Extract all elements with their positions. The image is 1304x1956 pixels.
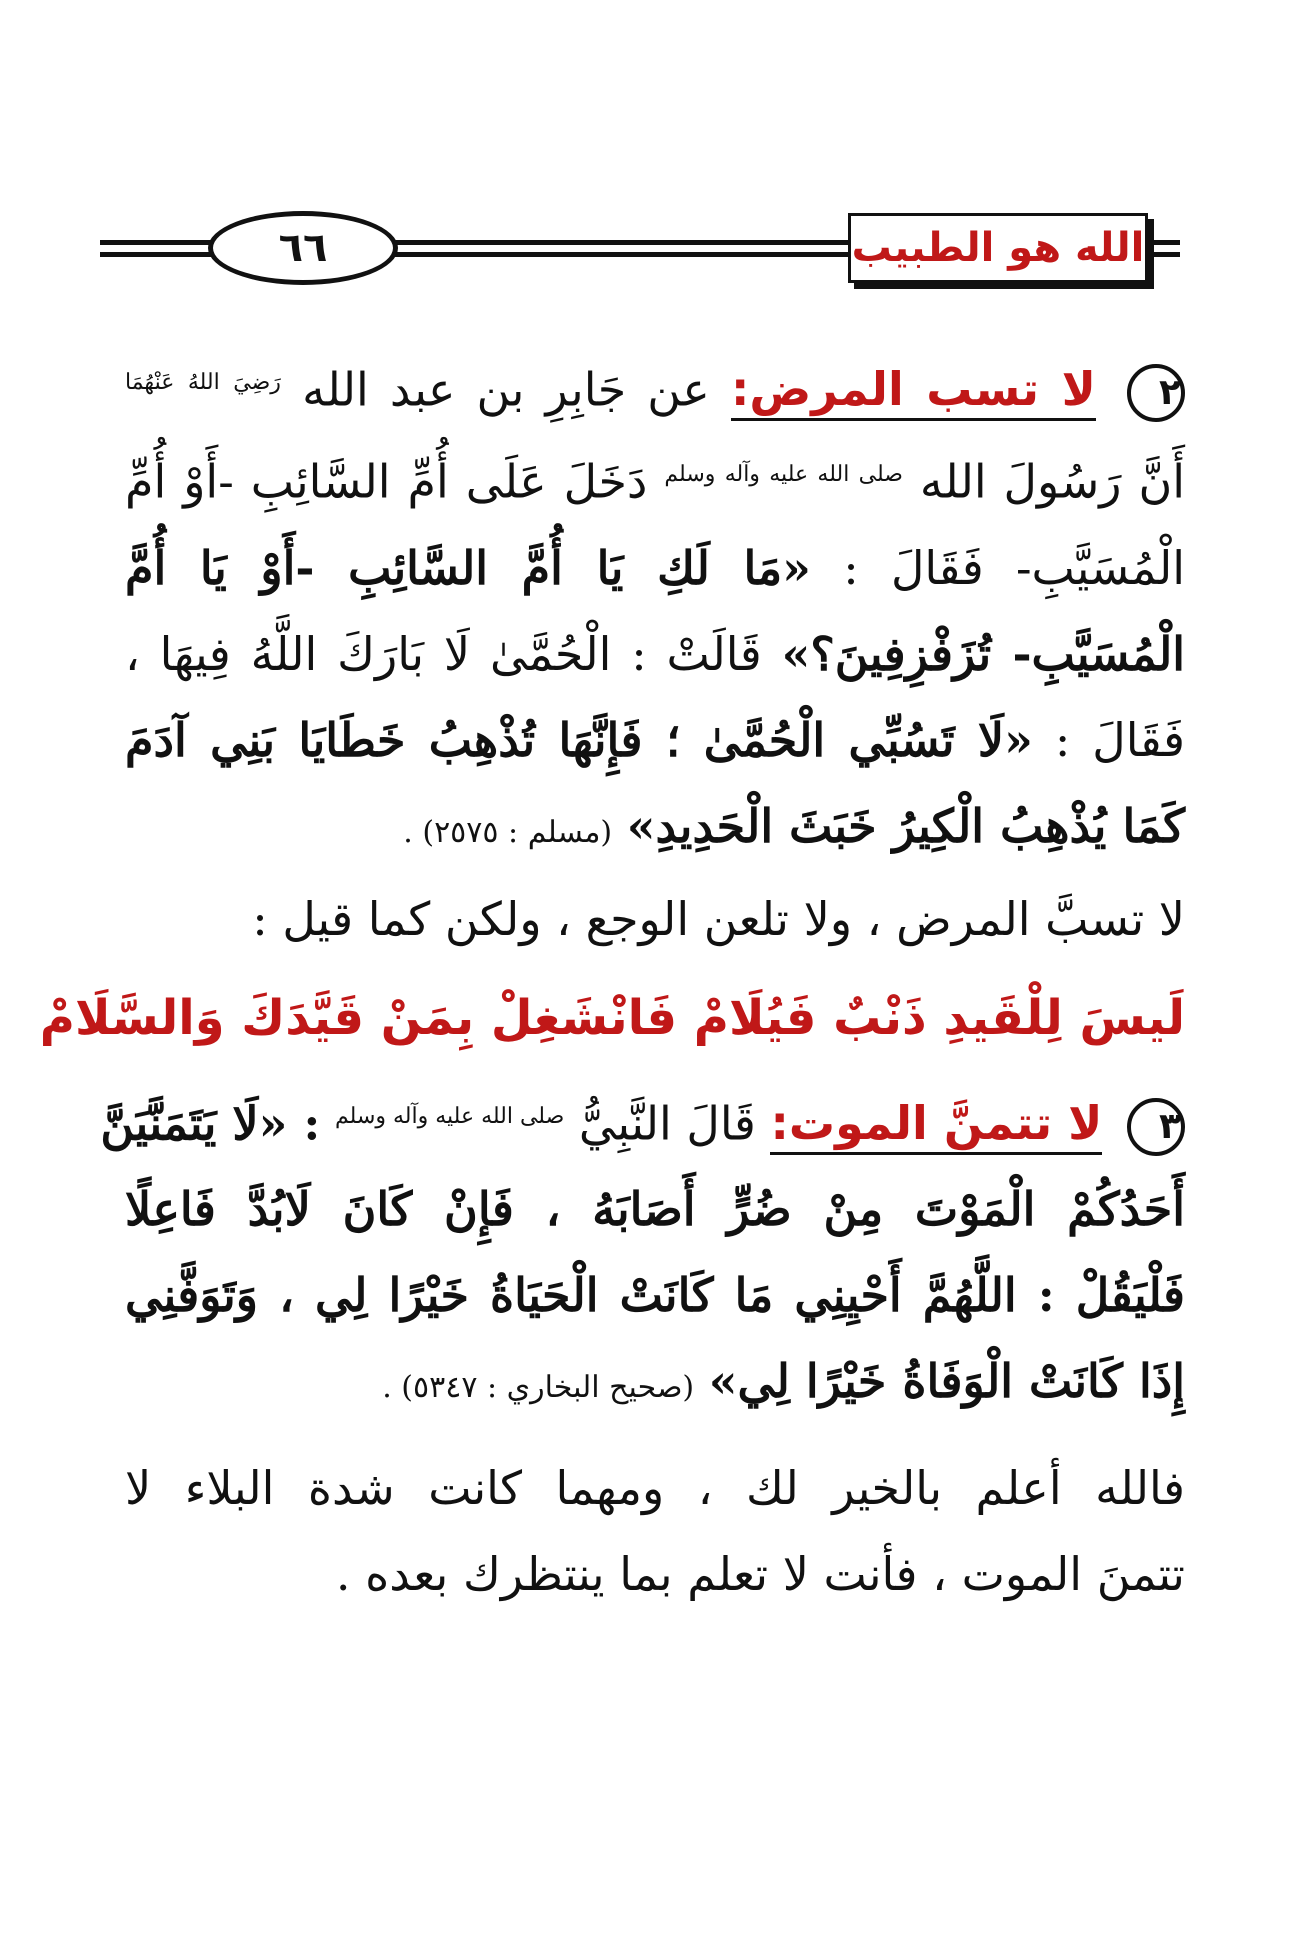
- text-line: [125, 783, 1185, 876]
- hadith-text: «مَا لَكِ يَا أُمَّ السَّائِبِ -أَوْ يَا أُمَّ: [125, 540, 811, 595]
- hadith-text: إِذَا كَانَتْ الْوَفَاةُ خَيْرًا لِي»: [708, 1353, 1185, 1408]
- hadith-source: (مسلم : ٢٥٧٥) .: [403, 814, 613, 850]
- page-number-badge: [208, 211, 398, 285]
- text-line: فَلْيَقُلْ : اللَّهُمَّ أَحْيِنِي مَا كَانَتْ الْحَيَاةُ خَيْرًا لِي ، وَتَوَفَّنِي: [125, 1267, 1185, 1322]
- section-heading: لا تتمنَّ الموت:: [770, 1096, 1102, 1155]
- page-content: [39, 340, 1186, 1617]
- narration-text: عن جَابِرِ بن عبد الله: [302, 362, 710, 417]
- honorific-prophet: صلى الله عليه وآله وسلم: [664, 462, 903, 488]
- hadith-text: الْمُسَيَّبِ- تُزَفْزِفِينَ؟»: [781, 626, 1186, 681]
- text-line: [100, 1074, 1185, 1166]
- honorific-prophet: صلى الله عليه وآله وسلم: [335, 1103, 565, 1129]
- book-title-box: [848, 213, 1148, 283]
- commentary-line: لا تسبَّ المرض ، ولا تلعن الوجع ، ولكن كما قيل :: [252, 891, 1185, 946]
- section-number: ٢: [1127, 364, 1185, 422]
- book-title: الله هو الطبيب: [851, 225, 1145, 271]
- hadith-text: : «لَا يَتَمَنَّيَنَّ: [100, 1095, 321, 1150]
- text-line: [125, 611, 1185, 697]
- section-number: ٣: [1127, 1098, 1185, 1156]
- narration-text: فَقَالَ :: [1054, 712, 1186, 767]
- section-heading: لا تسب المرض:: [731, 362, 1096, 421]
- narration-text: أَنَّ رَسُولَ الله: [919, 454, 1186, 509]
- commentary-line: تتمنَ الموت ، فأنت لا تعلم بما ينتظرك بعده .: [335, 1546, 1185, 1601]
- poetry-verse: لَيسَ لِلْقَيدِ ذَنْبٌ فَيُلَامْ فَانْشَغِلْ بِمَنْ قَيَّدَكَ وَالسَّلَامْ: [39, 989, 1185, 1046]
- text-line: [125, 340, 1185, 432]
- hadith-source: (صحيح البخاري : ٥٣٤٧) .: [382, 1369, 695, 1405]
- hadith-text: «لَا تَسُبِّي الْحُمَّىٰ ؛ فَإِنَّهَا تُذْهِبُ خَطَايَا بَنِي آدَمَ: [125, 712, 1033, 767]
- narration-text: دَخَلَ عَلَى أُمِّ السَّائِبِ -أَوْ أُمِّ: [125, 454, 648, 509]
- narration-text: قَالَ النَّبِيُّ: [578, 1095, 756, 1150]
- narration-text: الْمُسَيَّبِ- فَقَالَ :: [843, 540, 1185, 595]
- text-line: [125, 697, 1185, 783]
- text-line: [125, 1338, 1185, 1431]
- hadith-text: كَمَا يُذْهِبُ الْكِيرُ خَبَثَ الْحَدِيدِ»: [626, 798, 1185, 853]
- text-line: [125, 432, 1185, 524]
- commentary-line: فالله أعلم بالخير لك ، ومهما كانت شدة البلاء لا: [125, 1460, 1185, 1515]
- honorific-companion: رَضِيَ اللهُ عَنْهُمَا: [125, 370, 281, 395]
- page-number: ٦٦: [278, 225, 328, 271]
- page-header: [100, 205, 1180, 295]
- text-line: [125, 525, 1185, 611]
- text-line: أَحَدُكُمْ الْمَوْتَ مِنْ ضُرٍّ أَصَابَهُ ، فَإِنْ كَانَ لَابُدَّ فَاعِلًا: [125, 1181, 1185, 1236]
- narration-text: قَالَتْ : الْحُمَّىٰ لَا بَارَكَ اللَّهُ فِيهَا ،: [125, 626, 762, 681]
